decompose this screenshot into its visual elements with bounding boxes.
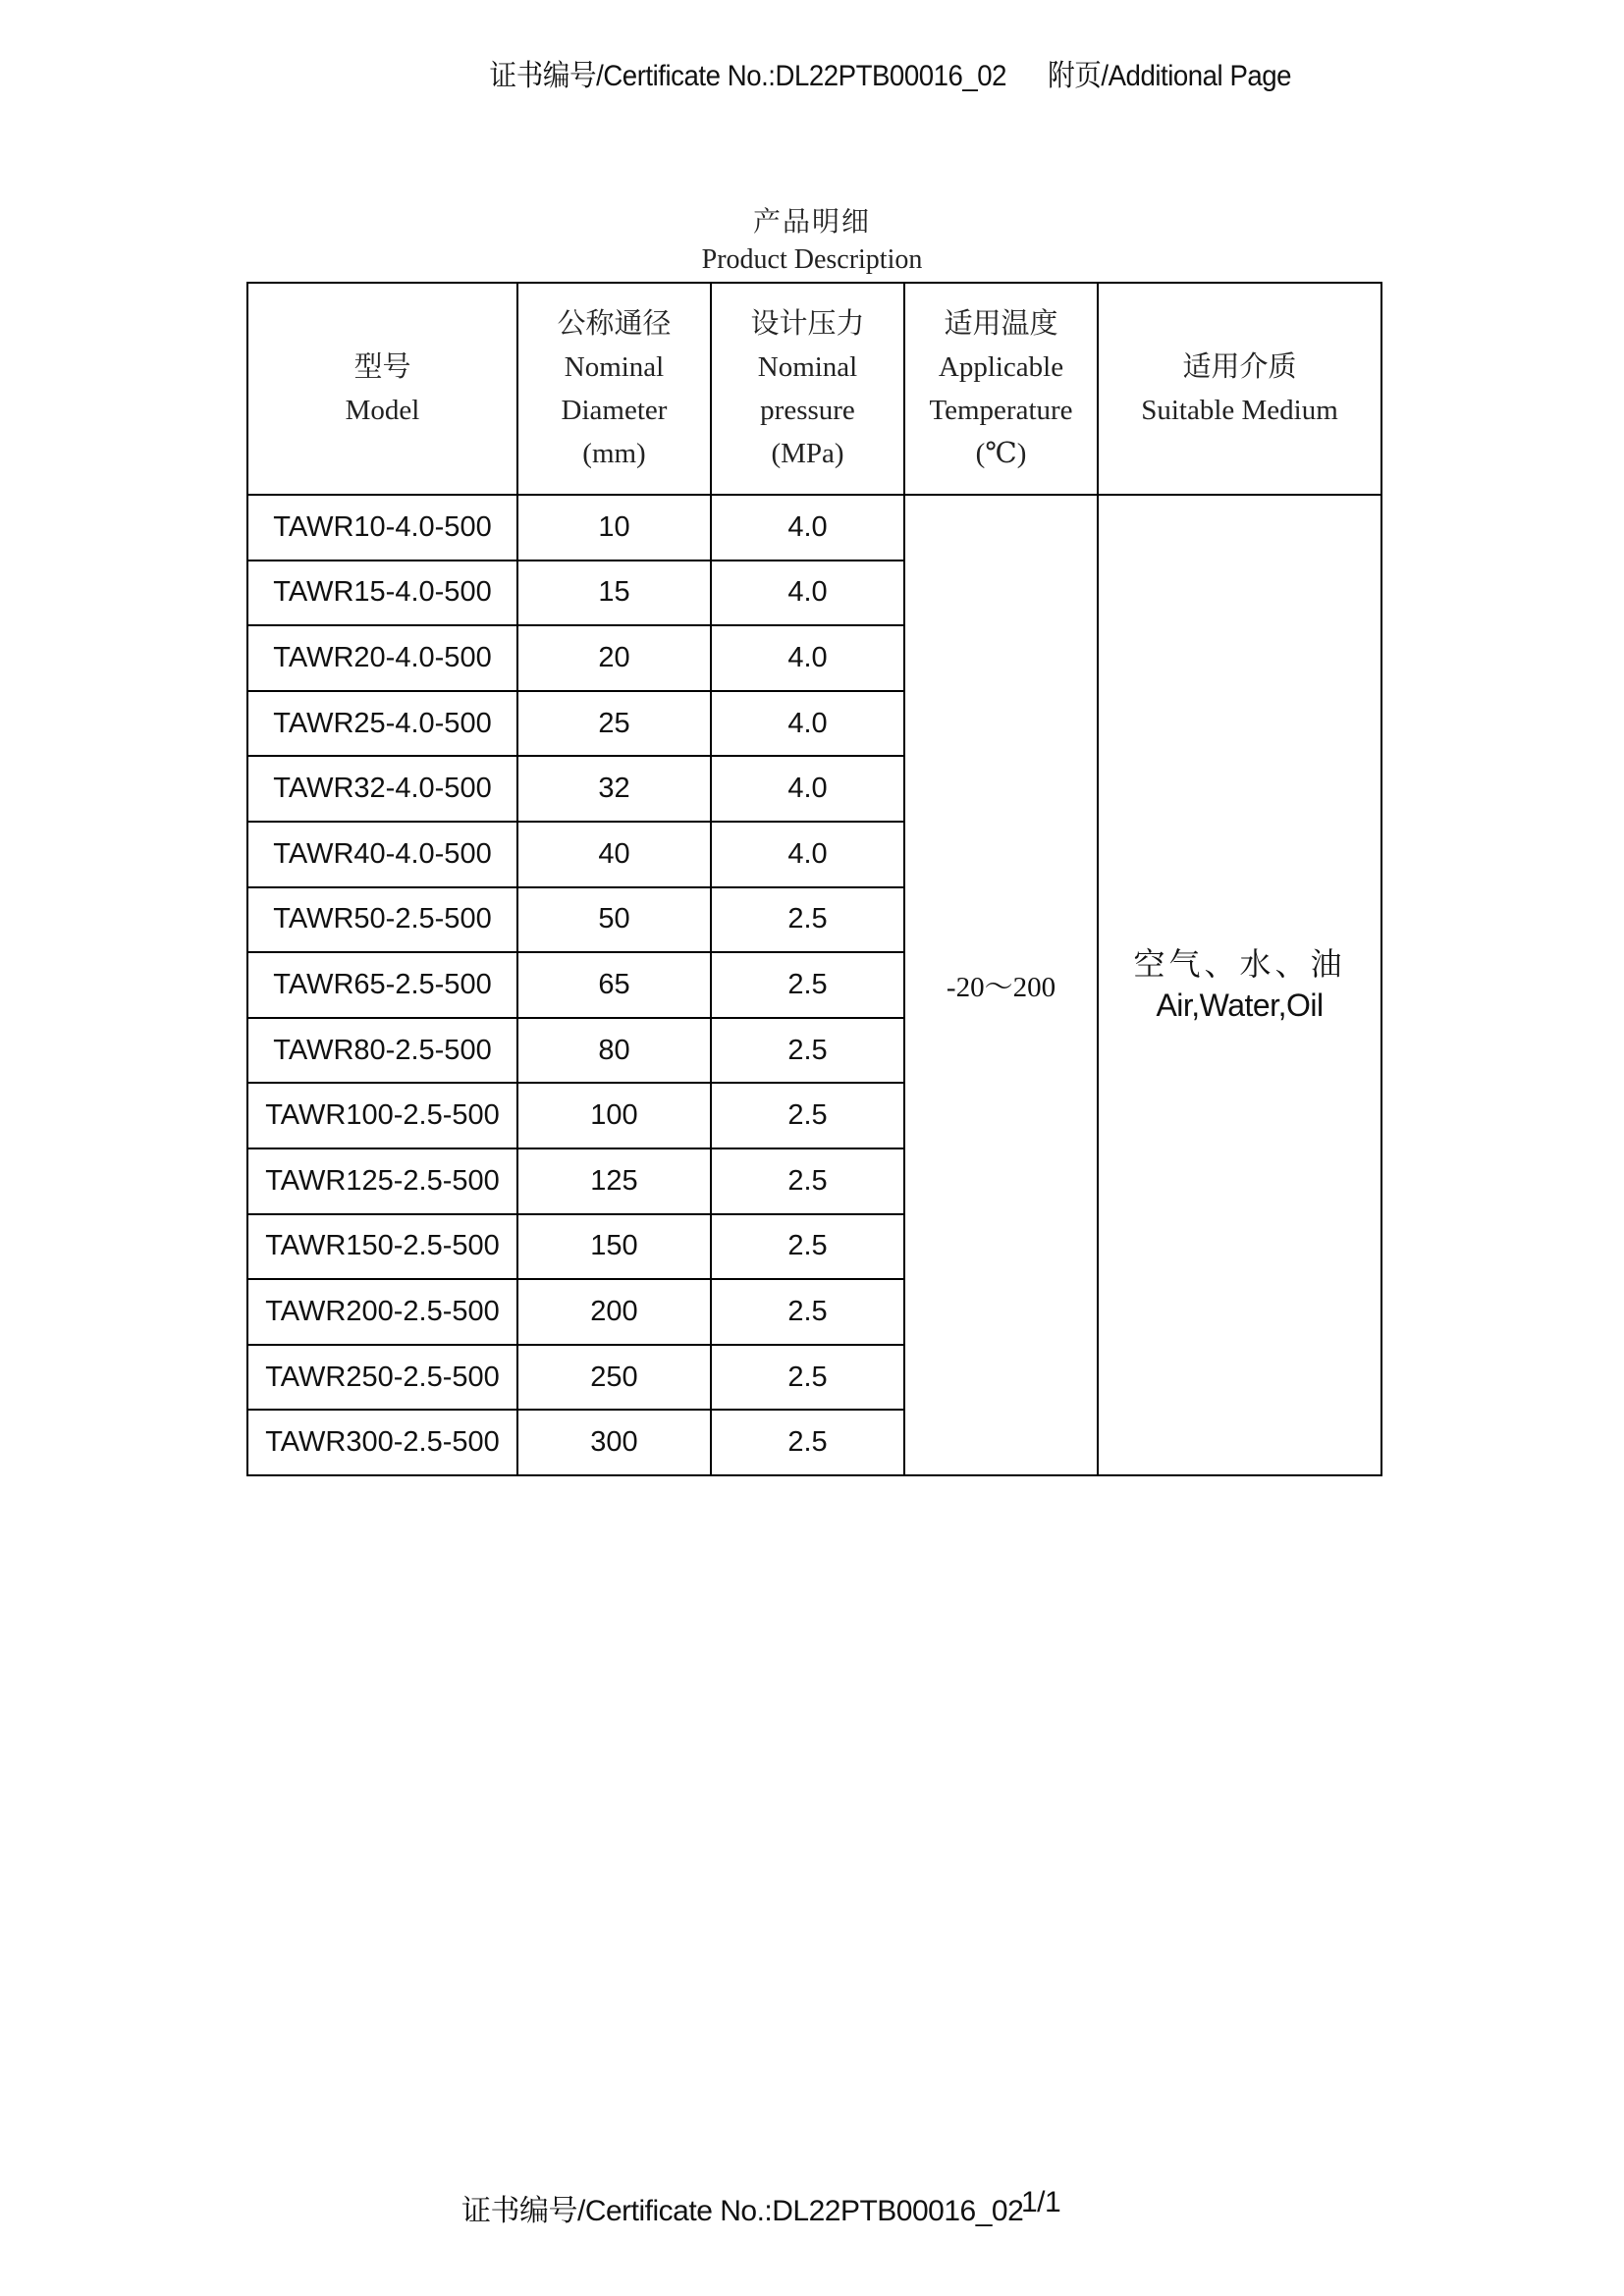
header-additional-page: 附页/Additional Page [1048,60,1292,92]
diameter-cell: 300 [517,1410,711,1475]
model-cell: TAWR32-4.0-500 [247,756,517,822]
diameter-cell: 65 [517,952,711,1018]
diameter-cell: 50 [517,887,711,953]
pressure-cell: 2.5 [711,1214,904,1280]
temperature-range-cell: -20～200 [904,495,1098,1475]
pressure-cell: 4.0 [711,495,904,561]
model-cell: TAWR65-2.5-500 [247,952,517,1018]
column-header-applicable-temperature: 适用温度 Applicable Temperature (℃) [904,283,1098,495]
model-cell: TAWR10-4.0-500 [247,495,517,561]
pressure-cell: 4.0 [711,625,904,691]
diameter-cell: 150 [517,1214,711,1280]
diameter-cell: 15 [517,561,711,626]
model-cell: TAWR300-2.5-500 [247,1410,517,1475]
pressure-cell: 2.5 [711,1410,904,1475]
pressure-cell: 4.0 [711,691,904,757]
pressure-cell: 2.5 [711,1279,904,1345]
model-cell: TAWR40-4.0-500 [247,822,517,887]
table-header-row [247,283,1381,495]
pressure-cell: 4.0 [711,561,904,626]
pressure-cell: 2.5 [711,1345,904,1411]
column-header-suitable-medium: 适用介质 Suitable Medium [1098,283,1381,495]
diameter-cell: 40 [517,822,711,887]
model-cell: TAWR80-2.5-500 [247,1018,517,1084]
pressure-cell: 2.5 [711,1083,904,1148]
pressure-cell: 2.5 [711,1018,904,1084]
medium-zh: 空气、水、油 [1133,946,1346,983]
pressure-cell: 2.5 [711,887,904,953]
pressure-cell: 4.0 [711,756,904,822]
pressure-cell: 4.0 [711,822,904,887]
model-cell: TAWR15-4.0-500 [247,561,517,626]
page-header [65,51,1559,100]
model-cell: TAWR25-4.0-500 [247,691,517,757]
column-header-nominal-diameter: 公称通径 Nominal Diameter (mm) [517,283,711,495]
model-cell: TAWR20-4.0-500 [247,625,517,691]
table-row [247,495,1381,561]
page-number: 1/1 [1021,2186,1061,2218]
model-cell: TAWR150-2.5-500 [247,1214,517,1280]
diameter-cell: 10 [517,495,711,561]
model-cell: TAWR50-2.5-500 [247,887,517,953]
medium-en: Air,Water,Oil [1156,988,1324,1024]
suitable-medium-cell [1098,495,1381,1475]
table-title-zh: 产品明细 [752,207,871,238]
diameter-cell: 32 [517,756,711,822]
diameter-cell: 200 [517,1279,711,1345]
model-cell: TAWR250-2.5-500 [247,1345,517,1411]
diameter-cell: 100 [517,1083,711,1148]
footer-certificate-number: 证书编号/Certificate No.:DL22PTB00016_02 [461,2195,1024,2227]
header-certificate-number: 证书编号/Certificate No.:DL22PTB00016_02 [489,60,1007,92]
model-cell: TAWR200-2.5-500 [247,1279,517,1345]
model-cell: TAWR125-2.5-500 [247,1148,517,1214]
diameter-cell: 80 [517,1018,711,1084]
diameter-cell: 125 [517,1148,711,1214]
column-header-model: 型号 Model [247,283,517,495]
column-header-nominal-pressure: 设计压力 Nominal pressure (MPa) [711,283,904,495]
pressure-cell: 2.5 [711,1148,904,1214]
pressure-cell: 2.5 [711,952,904,1018]
diameter-cell: 250 [517,1345,711,1411]
model-cell: TAWR100-2.5-500 [247,1083,517,1148]
product-description-table [246,282,1382,1476]
diameter-cell: 25 [517,691,711,757]
table-title-en: Product Description [701,244,923,275]
diameter-cell: 20 [517,625,711,691]
